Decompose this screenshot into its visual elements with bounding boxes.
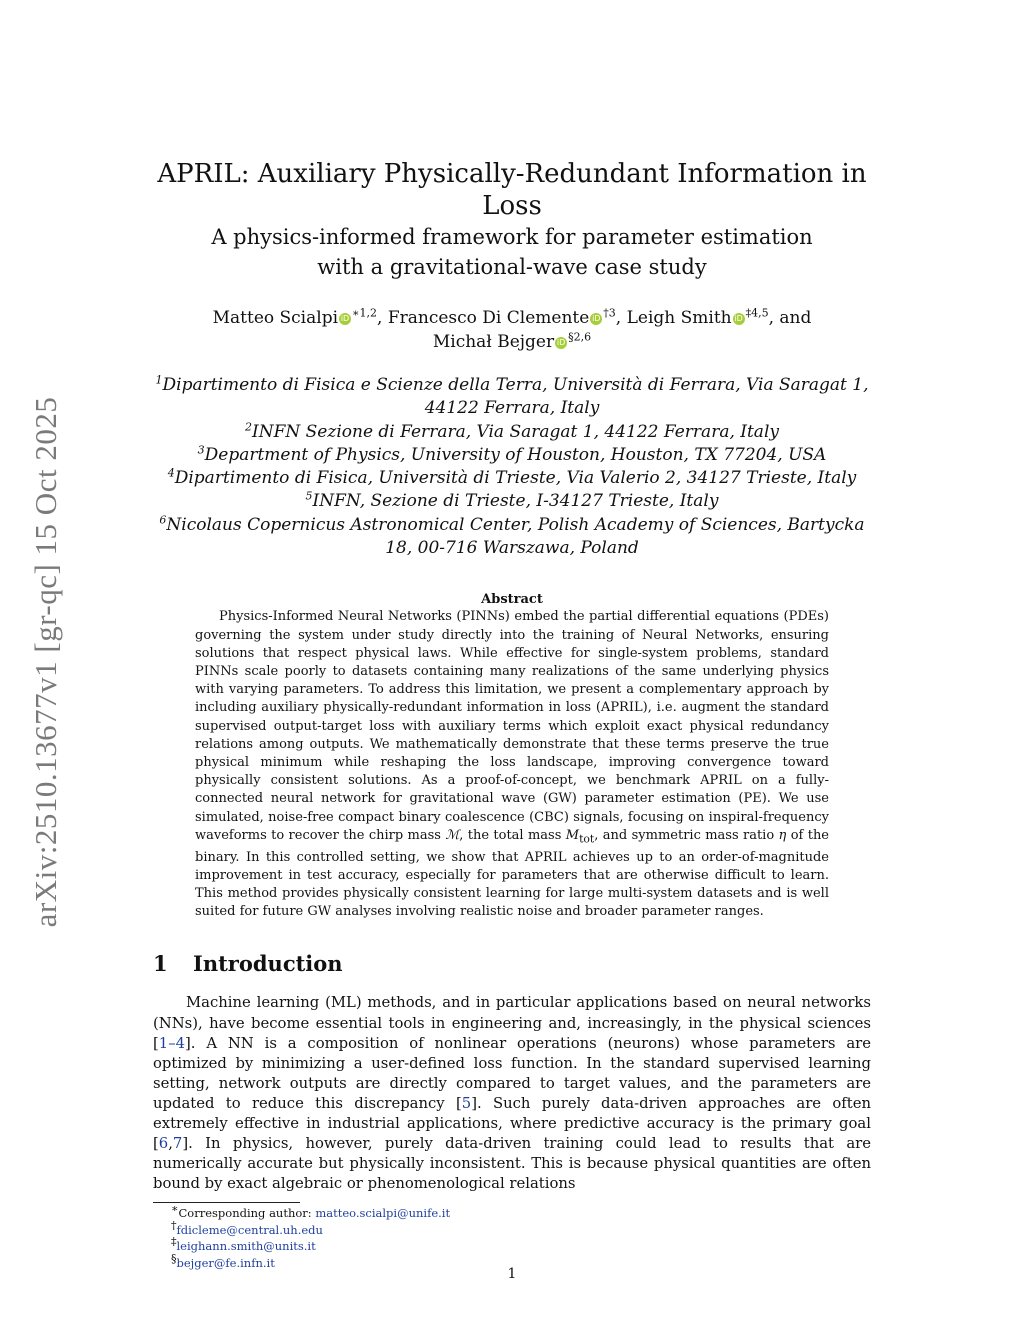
affiliation-text: INFN Sezione di Ferrara, Via Saragat 1, 44122 Ferrara, Italy (252, 421, 779, 442)
intro-text: Machine learning (ML) methods, and in particular applications based on neural networks (NNs), have become essential tools in engineering and, increasingly, in the physical sciences [ (153, 994, 871, 1052)
affiliation (153, 490, 871, 513)
citation-link[interactable]: 7 (172, 1135, 183, 1153)
intro-text: ]. In physics, however, purely data-driven training could lead to results that are numerically accurate but physically inconsistent. This is because physical quantities are often bound by exact algebraic or phenomenological relations (153, 1135, 871, 1193)
author (388, 308, 627, 328)
affiliation-list (153, 374, 871, 560)
page-number: 1 (507, 1266, 517, 1282)
orcid-icon[interactable]: iD (592, 314, 601, 323)
author-separator: , (615, 308, 627, 328)
author-name: Michał Bejger (432, 332, 555, 352)
affiliation-text: Department of Physics, University of Houston, Houston, TX 77204, USA (204, 444, 827, 465)
footnote-mark: ‡ (171, 1235, 177, 1249)
section-title: Introduction (193, 951, 343, 977)
abstract-heading: Abstract (481, 592, 543, 608)
author-list (153, 306, 871, 354)
abstract-text-part: , the total mass (459, 827, 566, 843)
author-name: Matteo Scialpi (212, 308, 339, 328)
paper-page (153, 150, 871, 1271)
footnote (171, 1219, 871, 1239)
author (213, 308, 388, 328)
affiliation-text: Dipartimento di Fisica e Scienze della Terra, Università di Ferrara, Via Saragat 1, 44122 Ferrara, Italy (162, 375, 869, 419)
affiliation-number: 4 (167, 466, 175, 480)
footnote-label: Corresponding author: (178, 1206, 316, 1221)
abstract-text-part: , and symmetric mass ratio (594, 827, 779, 843)
email-link[interactable]: fdicleme@central.uh.edu (176, 1222, 323, 1237)
author-separator: , (377, 308, 388, 328)
paper-subtitle: A physics-informed framework for parameter estimation with a gravitational-wave case study (211, 225, 813, 279)
author-marks: §2,6 (568, 330, 592, 344)
email-link[interactable]: matteo.scialpi@unife.it (315, 1206, 451, 1221)
citation-link[interactable]: 6 (158, 1135, 169, 1153)
abstract-text (195, 608, 829, 921)
affiliation (153, 421, 871, 444)
author-name: Francesco Di Clemente (387, 308, 590, 328)
affiliation-number: 3 (197, 443, 205, 457)
affiliation (153, 467, 871, 490)
orcid-icon[interactable]: iD (556, 338, 566, 347)
affiliation-text: Dipartimento di Fisica, Università di Trieste, Via Valerio 2, 34127 Trieste, Italy (174, 468, 857, 489)
affiliation (153, 444, 871, 467)
intro-text: ]. A NN is a composition of nonlinear operations (neurons) whose parameters are optimized by minimizing a user-defined loss function. In the standard supervised learning setting, network outputs are directly compared to target values, and the parameters are updated to reduce this discrepancy [ (153, 1034, 871, 1112)
affiliation-number: 2 (245, 419, 252, 433)
author-separator: , and (768, 308, 812, 328)
affiliation-number: 1 (155, 373, 163, 387)
author-marks: ‡4,5 (745, 306, 769, 320)
paper-title: APRIL: Auxiliary Physically-Redundant Information in Loss (157, 159, 867, 221)
email-link[interactable]: bejger@fe.infn.it (176, 1255, 275, 1270)
author-marks: †3 (603, 306, 616, 320)
intro-paragraph (153, 993, 871, 1194)
section-number: 1 (153, 951, 168, 977)
affiliation-number: 5 (305, 489, 313, 503)
abstract (195, 592, 829, 921)
author-marks: ∗1,2 (352, 306, 377, 320)
author-name: Leigh Smith (626, 308, 732, 328)
footnote-mark: § (171, 1252, 177, 1266)
orcid-icon[interactable]: iD (734, 314, 743, 323)
section-heading (153, 951, 871, 976)
footnote-mark: ∗ (171, 1202, 179, 1216)
citation-link[interactable]: 5 (461, 1094, 472, 1112)
total-mass-symbol: M (565, 827, 580, 843)
affiliation-number: 6 (159, 513, 167, 527)
footnote (171, 1235, 871, 1255)
abstract-text-part: of the binary. In this controlled setting, we show that APRIL achieves up to an order-of-magnitude improvement in test accuracy, especially for parameters that are otherwise difficult to learn. This method provides physically consistent learning for large multi-system datasets and is well suited for future GW analyses involving realistic noise and broader parameter ranges. (195, 827, 830, 920)
footnote (171, 1202, 871, 1222)
citation-separator: , (168, 1135, 173, 1153)
affiliation (153, 514, 871, 561)
footnote-mark: † (171, 1219, 177, 1233)
affiliation (153, 374, 871, 421)
arxiv-watermark: arXiv:2510.13677v1 [gr-qc] 15 Oct 2025 (28, 396, 63, 928)
email-link[interactable]: leighann.smith@units.it (176, 1239, 316, 1254)
affiliation-text: Nicolaus Copernicus Astronomical Center, Polish Academy of Sciences, Bartycka 18, 00-716 Warszawa, Poland (166, 514, 865, 559)
citation-link[interactable]: 1–4 (158, 1034, 186, 1052)
chirp-mass-symbol: ℳ (445, 827, 460, 843)
eta-symbol: η (778, 827, 787, 843)
orcid-icon[interactable]: iD (340, 314, 350, 323)
affiliation-text: INFN, Sezione di Trieste, I-34127 Trieste, Italy (312, 491, 719, 512)
author (627, 308, 812, 328)
total-mass-subscript: tot (579, 832, 595, 846)
author (433, 332, 591, 352)
abstract-text-part: Physics-Informed Neural Networks (PINNs) embed the partial differential equations (PDEs) governing the system under study directly into the training of Neural Networks, ensuring solutions that respect physical laws. While effective for single-system problems, standard PINNs scale poorly to datasets containing many realizations of the same underlying physics with varying parameters. To address this limitation, we present a complementary approach by including auxiliary physically-redundant information in loss (APRIL), i.e. augment the standard supervised output-target loss with auxiliary terms which exploit exact physical redundancy relations among outputs. We mathematically demonstrate that these terms preserve the true physical minimum while reshaping the loss landscape, improving convergence toward physically consistent solutions. As a proof-of-concept, we benchmark APRIL on a fully-connected neural network for gravitational wave (GW) parameter estimation (PE). We use simulated, noise-free compact binary coalescence (CBC) signals, focusing on inspiral-frequency waveforms to recover the chirp mass (195, 609, 829, 843)
intro-text: ]. Such purely data-driven approaches are often extremely effective in industrial applications, where predictive accuracy is the primary goal [ (153, 1094, 871, 1153)
footnote-list (153, 1202, 871, 1271)
